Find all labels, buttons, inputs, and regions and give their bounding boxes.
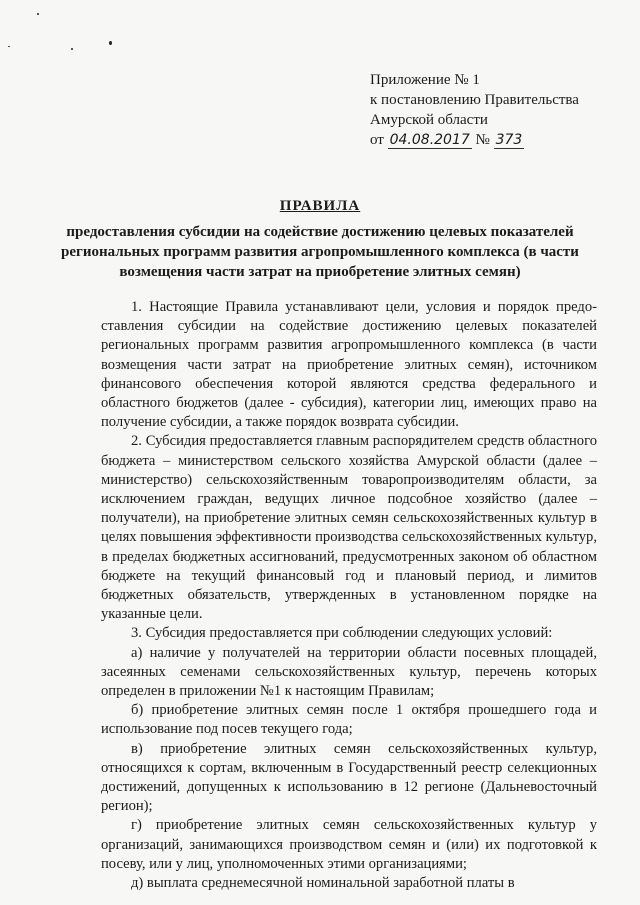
- paragraph-1: 1. Настоящие Правила устанавливают цели, условия и порядок предо-ставления субсидии на содействие достижению целевых показателей региональных программ развития агропромышленного комплекса (в части возмещения части затрат на приобретение элитных семян), источником финансового обеспечения которой являются средства федерального и областного бюджетов (далее - субсидия), категории лиц, имеющих право на получение субсидии, а также порядок возврата субсидии.: [101, 299, 597, 431]
- condition-b: б) приобретение элитных семян после 1 октября прошедшего года и использование под посев текущего года;: [101, 702, 597, 738]
- attachment-decree: к постановлению Правительства: [370, 92, 579, 108]
- attachment-date-line: [370, 130, 620, 150]
- paragraph-3: 3. Субсидия предоставляется при соблюдении следующих условий:: [131, 625, 553, 642]
- number-prefix: №: [475, 132, 490, 148]
- condition-a: а) наличие у получателей на территории области посевных площадей, засеянных семенами сельскохозяйственных культур, перечень которых определен в приложении №1 к настоящим Правилам;: [101, 644, 597, 700]
- attachment-region: Амурской области: [370, 112, 488, 128]
- document-title: [60, 196, 580, 282]
- date-prefix: от: [370, 132, 384, 148]
- title-subtitle: предоставления субсидии на содействие достижению целевых показателей региональных программ развития агропромышленного комплекса (в части возмещения части затрат на приобретение элитных семян): [61, 224, 579, 280]
- condition-v: в) приобретение элитных семян сельскохозяйственных культур, относящихся к сортам, включенным в Государственный реестр селекционных достижений, допущенных к использованию в 12 регионе (Дальневосточный регион);: [101, 740, 597, 815]
- attachment-header: [370, 70, 620, 150]
- scan-speck: [71, 48, 73, 50]
- condition-d: д) выплата среднемесячной номинальной заработной платы в: [131, 875, 515, 892]
- attachment-title: Приложение № 1: [370, 72, 480, 88]
- handwritten-date: 04.08.2017: [389, 132, 470, 148]
- handwritten-number: 373: [495, 132, 523, 148]
- title-main: ПРАВИЛА: [279, 198, 361, 214]
- condition-g: г) приобретение элитных семян сельскохозяйственных культур у организаций, занимающихся производством семян и (или) их подготовкой к посеву, или у лиц, уполномоченных этими организациями;: [101, 817, 597, 872]
- paragraph-2: 2. Субсидия предоставляется главным распорядителем средств областного бюджета – министерством сельского хозяйства Амурской области (далее – министерство) сельскохозяйственным товаропроизводителям области, за исключением граждан, ведущих личное подсобное хозяйство (далее – получатели), на приобретение элитных семян сельскохозяйственных культур в целях повышения эффективности производства сельскохозяйственных культур, в пределах бюджетных ассигнований, предусмотренных законом об областном бюджете на текущий финансовый год и плановый период, и лимитов бюджетных обязательств, утвержденных в установленном порядке на указанные цели.: [101, 433, 597, 623]
- document-body: [101, 298, 597, 893]
- scan-speck: [37, 13, 39, 15]
- scan-speck: [8, 46, 10, 47]
- scan-speck: [109, 41, 112, 45]
